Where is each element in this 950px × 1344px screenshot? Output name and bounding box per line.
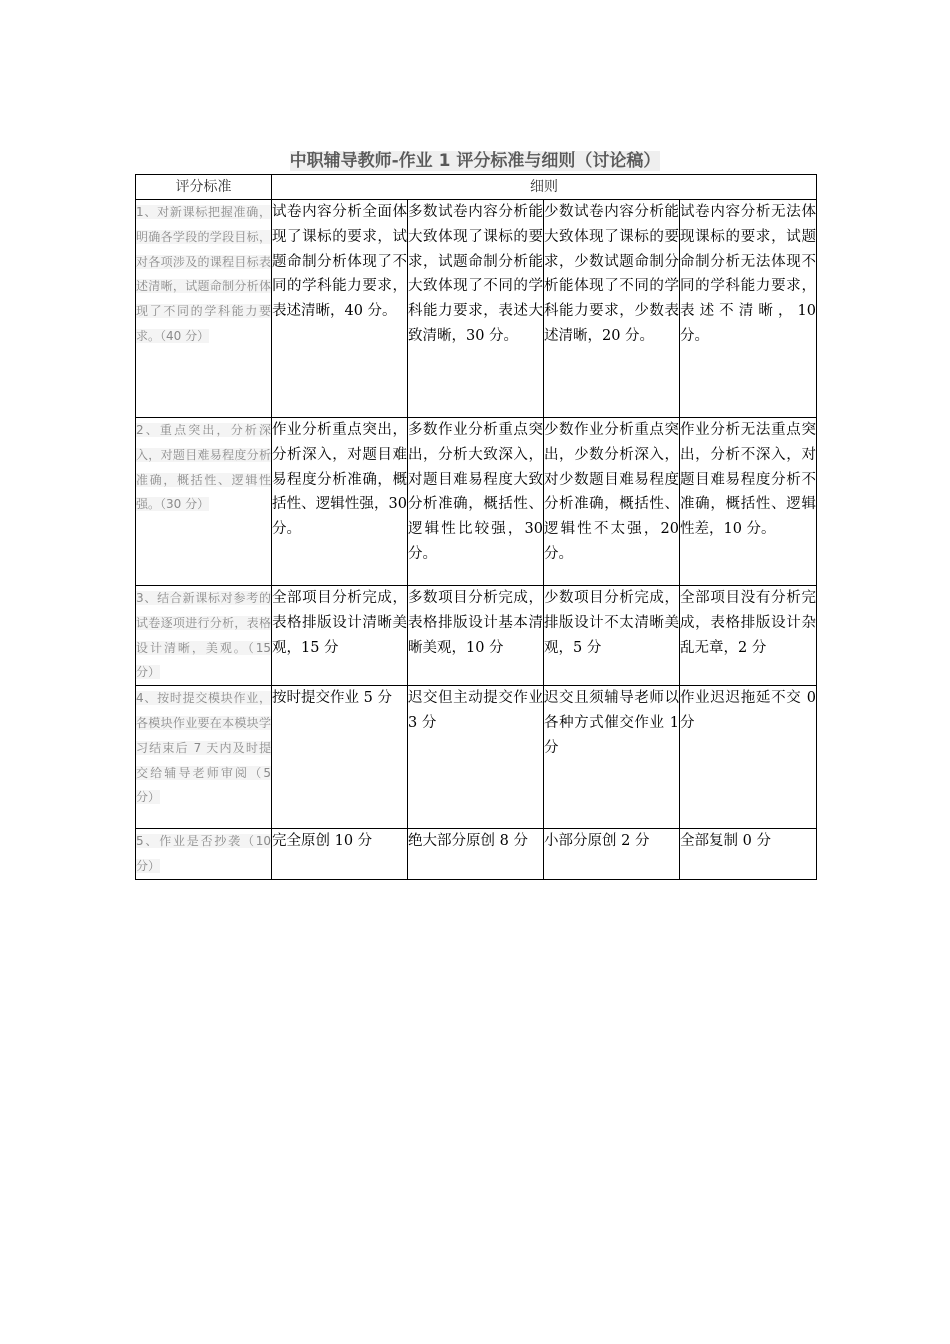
header-criteria: 评分标准 — [136, 175, 272, 200]
level-cell: 少数作业分析重点突出，少数分析深入，对少数题目难易程度分析准确，概括性、逻辑性不太强，20 分。 — [544, 418, 680, 586]
level-cell: 多数项目分析完成，表格排版设计基本清晰美观，10 分 — [408, 586, 544, 686]
criterion-text: 4、按时提交模块作业，各模块作业要在本模块学习结束后 7 天内及时提交给辅导老师审阅（5 分） — [136, 691, 271, 805]
rubric-table — [135, 174, 817, 880]
table-row — [136, 829, 817, 880]
level-cell: 多数作业分析重点突出，分析大致深入，对题目难易程度大致分析准确，概括性、逻辑性比较强，30 分。 — [408, 418, 544, 586]
level-cell: 按时提交作业 5 分 — [272, 686, 408, 829]
criterion-cell — [136, 418, 272, 586]
header-row — [136, 175, 817, 200]
level-cell: 全部复制 0 分 — [680, 829, 817, 880]
table-row — [136, 686, 817, 829]
criterion-text: 1、对新课标把握准确，明确各学段的学段目标，对各项涉及的课程目标表述清晰，试题命制分析体现了不同的学科能力要求。（40 分） — [136, 205, 271, 343]
criterion-cell — [136, 686, 272, 829]
table-row — [136, 586, 817, 686]
criterion-cell — [136, 200, 272, 418]
table-row — [136, 418, 817, 586]
level-cell: 作业迟迟拖延不交 0 分 — [680, 686, 817, 829]
level-cell: 全部项目分析完成，表格排版设计清晰美观，15 分 — [272, 586, 408, 686]
level-cell: 少数项目分析完成，排版设计不太清晰美观，5 分 — [544, 586, 680, 686]
level-cell: 作业分析重点突出，分析深入，对题目难易程度分析准确，概括性、逻辑性强，30 分。 — [272, 418, 408, 586]
level-cell: 迟交但主动提交作业 3 分 — [408, 686, 544, 829]
criterion-text: 2、重点突出，分析深入，对题目难易程度分析准确，概括性、逻辑性强。（30 分） — [136, 423, 271, 512]
level-cell: 绝大部分原创 8 分 — [408, 829, 544, 880]
level-cell: 少数试卷内容分析能大致体现了课标的要求，少数试题命制分析能体现了不同的学科能力要求，少数表述清晰，20 分。 — [544, 200, 680, 418]
level-cell: 试卷内容分析全面体现了课标的要求，试题命制分析体现了不同的学科能力要求，表述清晰，40 分。 — [272, 200, 408, 418]
level-cell: 小部分原创 2 分 — [544, 829, 680, 880]
level-cell: 作业分析无法重点突出，分析不深入，对题目难易程度分析不准确，概括性、逻辑性差，10 分。 — [680, 418, 817, 586]
criterion-cell — [136, 829, 272, 880]
page-title — [135, 150, 815, 172]
level-cell: 多数试卷内容分析能大致体现了课标的要求，试题命制分析能大致体现了不同的学科能力要求，表述大致清晰，30 分。 — [408, 200, 544, 418]
table-row — [136, 200, 817, 418]
criterion-cell — [136, 586, 272, 686]
level-cell: 全部项目没有分析完成，表格排版设计杂乱无章，2 分 — [680, 586, 817, 686]
level-cell: 试卷内容分析无法体现课标的要求，试题命制分析无法体现不同的学科能力要求，表述不清晰，10 分。 — [680, 200, 817, 418]
page-title-text: 中职辅导教师-作业 1 评分标准与细则（讨论稿） — [289, 151, 661, 171]
header-details: 细则 — [272, 175, 817, 200]
level-cell: 完全原创 10 分 — [272, 829, 408, 880]
criterion-text: 3、结合新课标对参考的试卷逐项进行分析，表格设计清晰，美观。（15 分） — [136, 591, 271, 680]
level-cell: 迟交且须辅导老师以各种方式催交作业 1 分 — [544, 686, 680, 829]
criterion-text: 5、作业是否抄袭（10 分） — [136, 834, 271, 873]
